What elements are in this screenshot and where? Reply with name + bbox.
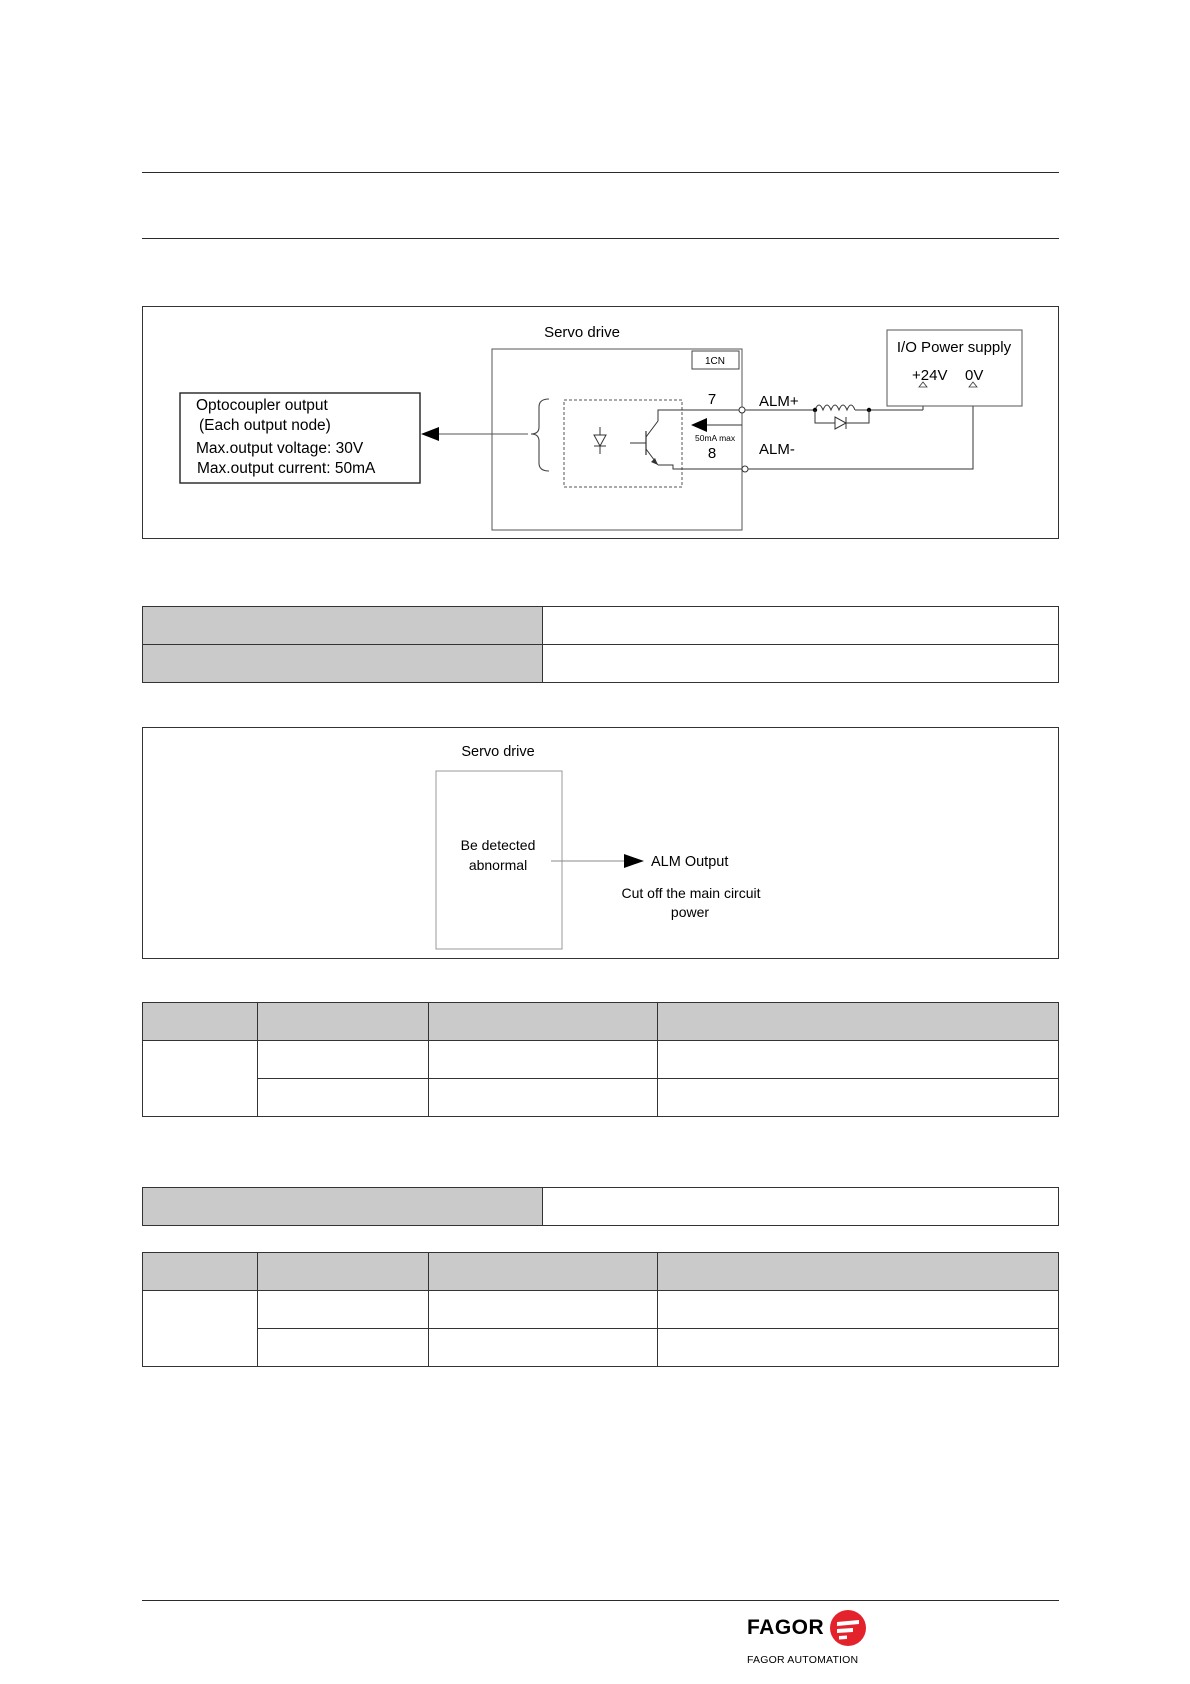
power-supply-title: I/O Power supply xyxy=(896,339,1012,356)
table-header-cell xyxy=(143,1003,258,1041)
parameter-table-1 xyxy=(142,606,1059,683)
table-cell xyxy=(258,1041,429,1079)
table-row xyxy=(143,1041,1059,1079)
optocoupler-line-3: Max.output voltage: 30V xyxy=(196,440,364,457)
table-header-row xyxy=(143,1253,1059,1291)
transistor-emitter-arrow xyxy=(651,458,658,465)
table-cell xyxy=(658,1079,1059,1117)
flow-arrowhead xyxy=(624,854,644,868)
terminal-top xyxy=(739,407,745,413)
table-cell xyxy=(658,1329,1059,1367)
table-cell xyxy=(143,607,543,645)
alm-output-label: ALM Output xyxy=(651,854,729,870)
table-cell xyxy=(543,1188,1059,1226)
header-rule-bottom xyxy=(142,238,1059,239)
signal-plus-label: ALM+ xyxy=(759,393,799,410)
optocoupler-line-2: (Each output node) xyxy=(199,417,331,434)
table-row xyxy=(143,1079,1059,1117)
table-cell xyxy=(258,1291,429,1329)
pin-bottom-number: 8 xyxy=(707,445,717,462)
table-header-cell xyxy=(429,1003,658,1041)
parameter-table-2 xyxy=(142,1002,1059,1117)
table-cell xyxy=(143,1291,258,1367)
servo-drive-label: Servo drive xyxy=(544,324,620,341)
cutoff-line-2: power xyxy=(670,904,710,920)
optocoupler-line-1: Optocoupler output xyxy=(196,397,328,414)
signal-minus-label: ALM- xyxy=(759,441,795,458)
diode-triangle xyxy=(835,417,846,429)
table-row xyxy=(143,607,1059,645)
table-cell xyxy=(429,1291,658,1329)
detected-line-1: Be detected xyxy=(460,837,536,853)
cutoff-line-1: Cut off the main circuit xyxy=(621,885,761,901)
table-cell xyxy=(143,1041,258,1117)
table-row xyxy=(143,645,1059,683)
wire-emitter-out xyxy=(658,465,745,469)
current-arrowhead xyxy=(691,418,707,432)
brand-subtitle: FAGOR AUTOMATION xyxy=(747,1654,859,1666)
header-rule-top xyxy=(142,172,1059,173)
detected-line-2: abnormal xyxy=(468,857,528,873)
current-label: 50mA max xyxy=(695,433,736,443)
table-row xyxy=(143,1329,1059,1367)
brand-name: FAGOR xyxy=(747,1616,825,1639)
table-header-cell xyxy=(143,1253,258,1291)
table-cell xyxy=(658,1041,1059,1079)
table-cell xyxy=(658,1291,1059,1329)
brace xyxy=(531,399,549,471)
connector-label: 1CN xyxy=(704,356,726,367)
power-zero-label: 0V xyxy=(965,367,984,384)
servo-drive-label-2: Servo drive xyxy=(461,744,535,760)
table-cell xyxy=(429,1041,658,1079)
table-header-cell xyxy=(258,1253,429,1291)
fagor-logo xyxy=(747,1606,877,1670)
table-header-cell xyxy=(429,1253,658,1291)
table-cell xyxy=(258,1079,429,1117)
table-cell xyxy=(543,607,1059,645)
optocoupler-line-4: Max.output current: 50mA xyxy=(197,460,376,477)
table-cell xyxy=(143,1188,543,1226)
parameter-table-4 xyxy=(142,1252,1059,1367)
optocoupler-dashed-box xyxy=(564,400,682,487)
table-cell xyxy=(429,1329,658,1367)
fagor-mark-icon xyxy=(829,1609,867,1647)
transistor-collector xyxy=(646,421,658,437)
alarm-flow-diagram xyxy=(143,728,1058,958)
power-plus-label: +24V xyxy=(912,367,948,384)
wiring-diagram xyxy=(143,307,1058,538)
pointer-arrowhead xyxy=(421,427,439,441)
load-coil xyxy=(815,405,855,410)
table-cell xyxy=(543,645,1059,683)
alarm-output-wiring-figure xyxy=(142,306,1059,539)
table-cell xyxy=(143,645,543,683)
table-row xyxy=(143,1188,1059,1226)
footer-rule xyxy=(142,1600,1059,1601)
terminal-bottom xyxy=(742,466,748,472)
table-header-cell xyxy=(658,1003,1059,1041)
table-cell xyxy=(258,1329,429,1367)
pin-top-number: 7 xyxy=(707,391,717,408)
table-row xyxy=(143,1291,1059,1329)
wire-collector xyxy=(658,410,742,421)
parameter-table-3 xyxy=(142,1187,1059,1226)
table-header-cell xyxy=(258,1003,429,1041)
table-cell xyxy=(429,1079,658,1117)
alarm-output-flow-figure xyxy=(142,727,1059,959)
table-header-cell xyxy=(658,1253,1059,1291)
table-header-row xyxy=(143,1003,1059,1041)
led-triangle xyxy=(594,435,606,446)
